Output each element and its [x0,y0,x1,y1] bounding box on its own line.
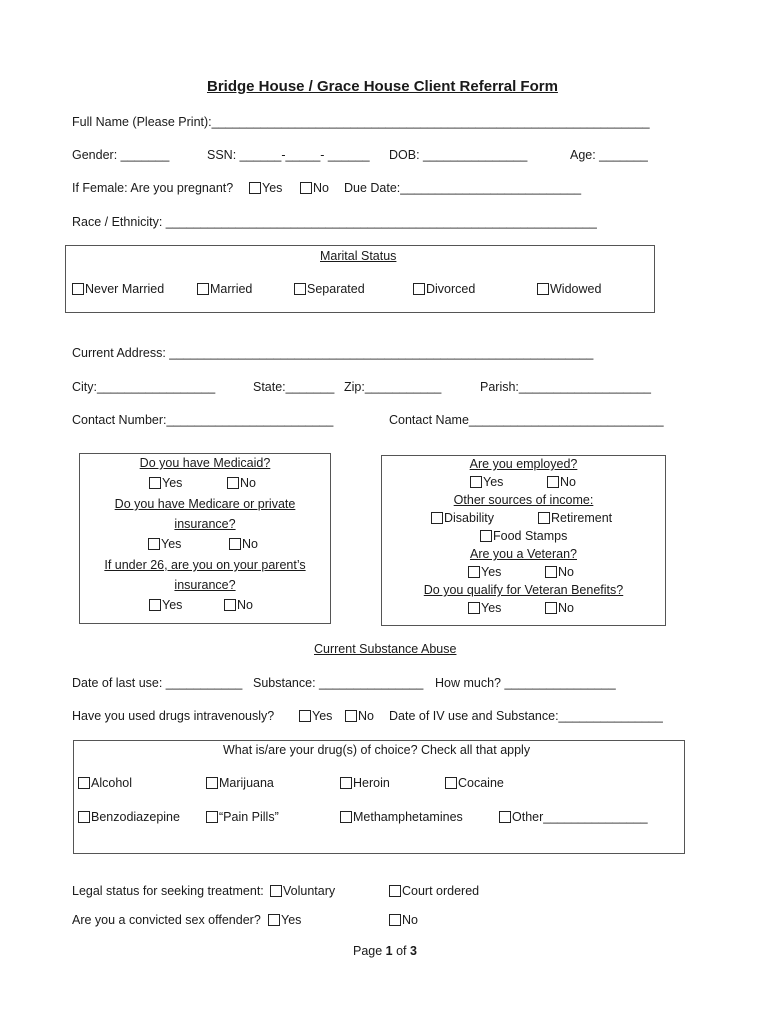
iv-yes-option[interactable] [299,709,332,723]
page-current: 1 [385,944,393,958]
iv-question: Have you used drugs intravenously? [72,709,275,723]
option-label: Alcohol [91,776,132,790]
veteran-benefits-yes-option[interactable] [468,601,501,615]
medicare-question-line1: Do you have Medicare or private [114,497,296,511]
veteran-no-option[interactable] [545,565,574,579]
checkbox[interactable] [547,476,559,488]
checkbox[interactable] [345,710,357,722]
option-label: Yes [162,598,183,612]
dob-field[interactable]: DOB: _______________ [389,148,528,162]
income-question: Other sources of income: [453,493,594,507]
checkbox[interactable] [445,777,457,789]
substance-field[interactable]: Substance: _______________ [253,676,424,690]
drug-benzodiazepine-option[interactable] [78,810,180,824]
option-label: Disability [444,511,495,525]
checkbox[interactable] [389,885,401,897]
drug-heroin-option[interactable] [340,776,390,790]
marital-separated-option[interactable] [294,282,365,296]
option-label: Marijuana [219,776,274,790]
pregnant-no-option[interactable] [300,181,329,195]
option-label: Other_______________ [512,810,648,824]
last-use-field[interactable]: Date of last use: ___________ [72,676,243,690]
checkbox[interactable] [148,538,160,550]
option-label: Retirement [551,511,613,525]
checkbox[interactable] [300,182,312,194]
option-label: “Pain Pills” [219,810,279,824]
city-field[interactable]: City:_________________ [72,380,216,394]
parent-insurance-no-option[interactable] [224,598,253,612]
checkbox[interactable] [229,538,241,550]
checkbox[interactable] [468,602,480,614]
drug-cocaine-option[interactable] [445,776,504,790]
marital-status-heading: Marital Status [320,249,397,263]
option-label: Heroin [353,776,390,790]
page-prefix: Page [353,944,386,958]
option-label: No [242,537,258,551]
employed-no-option[interactable] [547,475,576,489]
option-label: No [558,601,574,615]
pregnant-yes-option[interactable] [249,181,282,195]
due-date-field[interactable]: Due Date:__________________________ [344,181,582,195]
age-field[interactable]: Age: _______ [570,148,648,162]
checkbox[interactable] [249,182,261,194]
medicare-no-option[interactable] [229,537,258,551]
checkbox[interactable] [294,283,306,295]
option-label: Widowed [550,282,602,296]
medicaid-yes-option[interactable] [149,476,182,490]
checkbox[interactable] [470,476,482,488]
iv-date-field[interactable]: Date of IV use and Substance:_______________ [389,709,663,723]
drugs-of-choice-box [73,740,685,854]
parent-insurance-question-line2: insurance? [174,578,236,592]
zip-field[interactable]: Zip:___________ [344,380,442,394]
option-label: Yes [161,537,182,551]
drug-other-option[interactable] [499,810,648,824]
option-label: Yes [483,475,504,489]
checkbox[interactable] [227,477,239,489]
option-label: Divorced [426,282,476,296]
option-label: Yes [481,601,502,615]
checkbox[interactable] [537,283,549,295]
ssn-field[interactable]: SSN: ______-_____- ______ [207,148,370,162]
medicaid-question: Do you have Medicaid? [139,456,271,470]
marital-married-option[interactable] [197,282,252,296]
checkbox[interactable] [389,914,401,926]
income-retirement-option[interactable] [538,511,612,525]
full-name-field[interactable]: Full Name (Please Print):_______________________________________________________________ [72,115,650,129]
option-label: Yes [162,476,183,490]
employed-yes-option[interactable] [470,475,503,489]
how-much-field[interactable]: How much? ________________ [435,676,616,690]
checkbox[interactable] [468,566,480,578]
race-field[interactable]: Race / Ethnicity: ______________________________________________________________ [72,215,597,229]
medicare-yes-option[interactable] [148,537,181,551]
form-title: Bridge House / Grace House Client Referral Form [207,78,558,95]
checkbox[interactable] [206,777,218,789]
sex-offender-no-option[interactable] [389,913,418,927]
marital-divorced-option[interactable] [413,282,475,296]
option-label: Yes [262,181,283,195]
checkbox[interactable] [545,566,557,578]
parent-insurance-yes-option[interactable] [149,598,182,612]
option-label: Never Married [85,282,165,296]
checkbox[interactable] [545,602,557,614]
option-label: Food Stamps [493,529,568,543]
checkbox[interactable] [197,283,209,295]
checkbox[interactable] [431,512,443,524]
drug-pain-pills-option[interactable] [206,810,279,824]
drug-alcohol-option[interactable] [78,776,132,790]
checkbox[interactable] [413,283,425,295]
employed-question: Are you employed? [469,457,578,471]
checkbox[interactable] [78,811,90,823]
checkbox[interactable] [270,885,282,897]
checkbox[interactable] [149,477,161,489]
checkbox[interactable] [206,811,218,823]
page-of: of [392,944,410,958]
pregnant-question: If Female: Are you pregnant? [72,181,234,195]
option-label: No [237,598,253,612]
drugs-heading: What is/are your drug(s) of choice? Check all that apply [223,743,531,757]
checkbox[interactable] [224,599,236,611]
checkbox[interactable] [480,530,492,542]
address-field[interactable]: Current Address: _____________________________________________________________ [72,346,594,360]
checkbox[interactable] [268,914,280,926]
contact-name-field[interactable]: Contact Name____________________________ [389,413,664,427]
option-label: No [558,565,574,579]
option-label: No [240,476,256,490]
medicare-question-line2: insurance? [174,517,236,531]
option-label: Court ordered [402,884,480,898]
legal-status-question: Legal status for seeking treatment: [72,884,264,898]
veteran-question: Are you a Veteran? [469,547,578,561]
drug-marijuana-option[interactable] [206,776,274,790]
sex-offender-question: Are you a convicted sex offender? [72,913,261,927]
parish-field[interactable]: Parish:___________________ [480,380,651,394]
option-label: Married [210,282,253,296]
iv-no-option[interactable] [345,709,374,723]
checkbox[interactable] [299,710,311,722]
legal-court-ordered-option[interactable] [389,884,479,898]
veteran-benefits-question: Do you qualify for Veteran Benefits? [423,583,624,597]
marital-never-married-option[interactable] [72,282,164,296]
checkbox[interactable] [340,777,352,789]
option-label: Yes [312,709,333,723]
option-label: Voluntary [283,884,336,898]
page-total: 3 [410,944,417,958]
parent-insurance-question-line1: If under 26, are you on your parent’s [104,558,306,572]
option-label: No [358,709,374,723]
veteran-benefits-no-option[interactable] [545,601,574,615]
option-label: Yes [481,565,502,579]
marital-widowed-option[interactable] [537,282,601,296]
option-label: No [560,475,576,489]
insurance-box [79,453,331,624]
gender-field[interactable]: Gender: _______ [72,148,170,162]
income-disability-option[interactable] [431,511,494,525]
checkbox[interactable] [78,777,90,789]
checkbox[interactable] [499,811,511,823]
option-label: Cocaine [458,776,504,790]
option-label: Benzodiazepine [91,810,180,824]
sex-offender-yes-option[interactable] [268,913,301,927]
drug-methamphetamines-option[interactable] [340,810,463,824]
option-label: Methamphetamines [353,810,463,824]
checkbox[interactable] [340,811,352,823]
income-food-stamps-option[interactable] [480,529,567,543]
option-label: No [402,913,418,927]
checkbox[interactable] [538,512,550,524]
medicaid-no-option[interactable] [227,476,256,490]
legal-voluntary-option[interactable] [270,884,335,898]
veteran-yes-option[interactable] [468,565,501,579]
option-label: No [313,181,329,195]
page-number [353,944,417,958]
option-label: Separated [307,282,365,296]
state-field[interactable]: State:_______ [253,380,335,394]
checkbox[interactable] [72,283,84,295]
checkbox[interactable] [149,599,161,611]
substance-abuse-heading: Current Substance Abuse [314,642,457,656]
option-label: Yes [281,913,302,927]
contact-number-field[interactable]: Contact Number:________________________ [72,413,334,427]
